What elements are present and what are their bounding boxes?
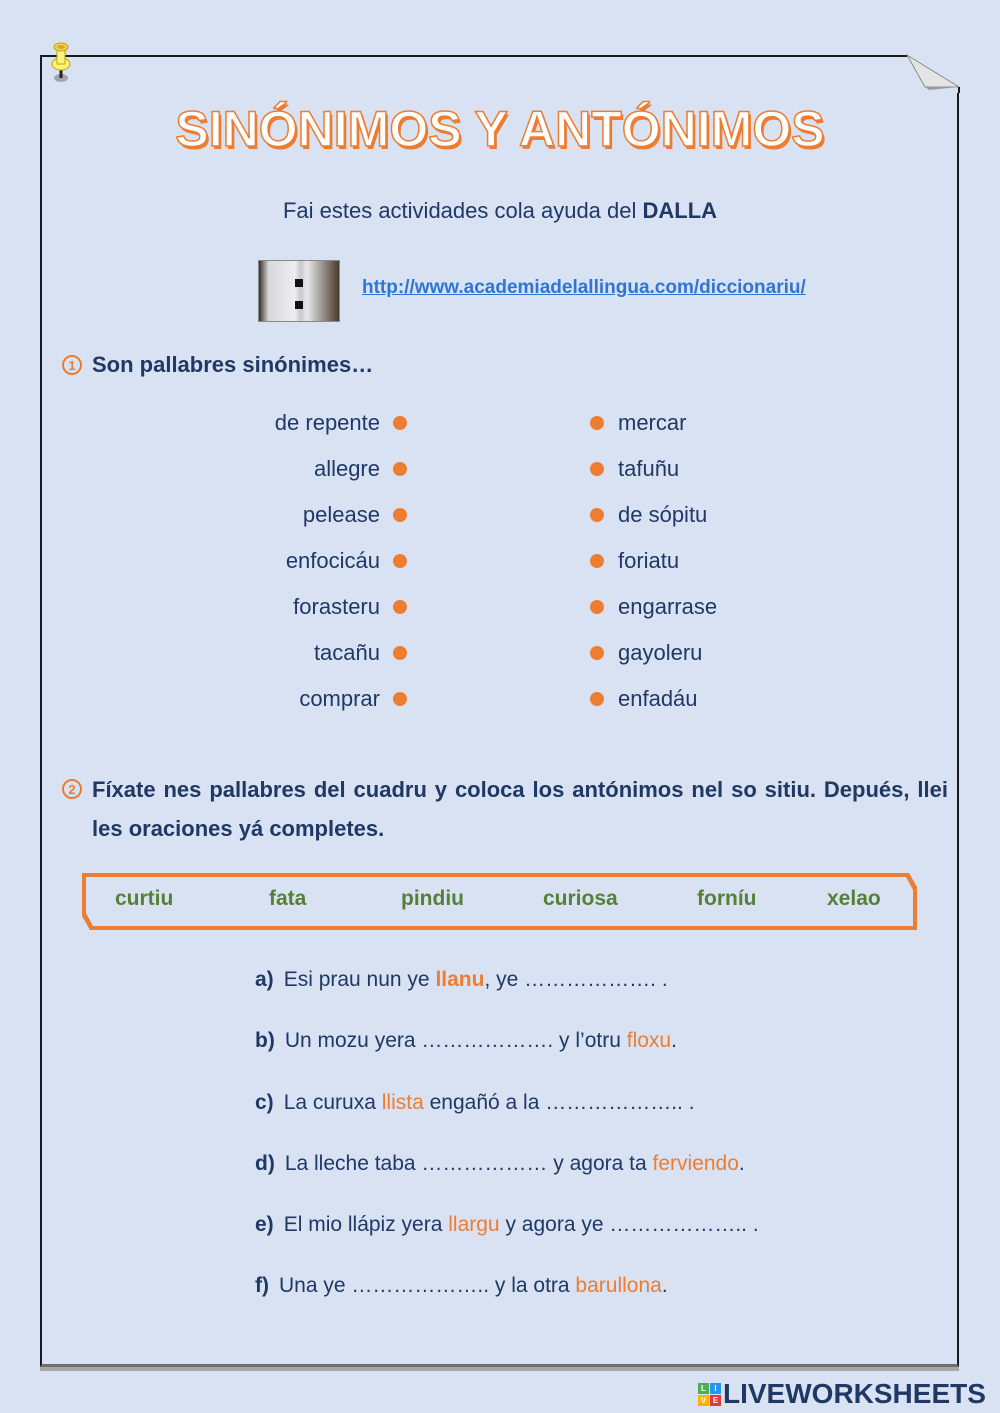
match-right-item[interactable]: enfadáu: [590, 676, 790, 722]
sentence-e: e) El mio llápiz yera llargu y agora ye ……………….. .: [255, 1213, 759, 1237]
match-dot-icon[interactable]: [393, 554, 407, 568]
word-bank-item: curiosa: [543, 887, 618, 910]
highlight-word: llista: [381, 1090, 424, 1114]
match-left-item[interactable]: enfocicáu: [190, 538, 380, 584]
match-right-item[interactable]: foriatu: [590, 538, 790, 584]
synonyms-left-column: [190, 400, 380, 722]
word-bank-item: curtiu: [115, 887, 174, 910]
subtitle-bold: DALLA: [642, 198, 718, 223]
match-dot-icon[interactable]: [590, 646, 604, 660]
word-bank-item: forníu: [697, 887, 757, 910]
match-left-item[interactable]: tacañu: [190, 630, 380, 676]
blank-field[interactable]: Una ye ……………….. y la otra: [279, 1274, 576, 1298]
match-dot-icon[interactable]: [393, 692, 407, 706]
match-left-item[interactable]: allegre: [190, 446, 380, 492]
match-left-item[interactable]: forasteru: [190, 584, 380, 630]
match-dot-icon[interactable]: [590, 554, 604, 568]
match-dot-icon[interactable]: [393, 508, 407, 522]
match-left-item[interactable]: comprar: [190, 676, 380, 722]
sentence-d: d) La lleche taba ……………… y agora ta ferviendo.: [255, 1151, 745, 1175]
section2-heading-text: Fíxate nes pallabres del cuadru y coloca los antónimos nel so sitiu. Depués, llei les oraciones yá completes.: [92, 777, 948, 841]
match-dot-icon[interactable]: [590, 600, 604, 614]
number-2-icon: 2: [62, 779, 82, 799]
match-dot-icon[interactable]: [393, 416, 407, 430]
match-dot-icon[interactable]: [590, 462, 604, 476]
match-dot-icon[interactable]: [590, 692, 604, 706]
dictionary-link[interactable]: http://www.academiadelallingua.com/diccionariu/: [362, 277, 806, 298]
synonyms-right-column: [590, 400, 790, 722]
word-bank-item: xelao: [827, 887, 881, 910]
section2-heading: [62, 770, 952, 848]
match-right-item[interactable]: mercar: [590, 400, 790, 446]
highlight-word: ferviendo: [652, 1151, 739, 1175]
blank-field[interactable]: La lleche taba ……………… y agora ta: [284, 1151, 653, 1175]
instructions-subtitle: [0, 198, 1000, 224]
sentence-f: f) Una ye ……………….. y la otra barullona.: [255, 1274, 668, 1298]
sentence-a: a) Esi prau nun ye llanu, ye ………………. .: [255, 968, 668, 991]
word-bank-box: [82, 873, 917, 930]
match-right-item[interactable]: tafuñu: [590, 446, 790, 492]
match-right-item[interactable]: gayoleru: [590, 630, 790, 676]
match-dot-icon[interactable]: [393, 646, 407, 660]
sentence-list: [255, 968, 759, 1336]
brand-text: LIVEWORKSHEETS: [723, 1378, 986, 1409]
highlight-word: floxu: [626, 1029, 672, 1053]
page-curl-icon: [905, 53, 965, 93]
match-dot-icon[interactable]: [590, 508, 604, 522]
section1-heading-text: Son pallabres sinónimes…: [92, 352, 374, 377]
live-logo-icon: L I V E: [698, 1383, 721, 1406]
section1-heading: [62, 352, 373, 378]
pushpin-icon: [46, 38, 76, 88]
page-title: SINÓNIMOS Y ANTÓNIMOS: [175, 101, 825, 157]
match-left-item[interactable]: de repente: [190, 400, 380, 446]
subtitle-text: Fai estes actividades cola ayuda del: [282, 198, 643, 223]
match-left-item[interactable]: pelease: [190, 492, 380, 538]
sentence-b: b) Un mozu yera ………………. y l’otru floxu.: [255, 1029, 677, 1053]
match-right-item[interactable]: de sópitu: [590, 492, 790, 538]
word-bank-item: pindiu: [401, 887, 464, 910]
highlight-word: barullona: [575, 1274, 662, 1298]
blank-field[interactable]: Un mozu yera ………………. y l’otru: [284, 1029, 627, 1053]
blank-field[interactable]: engañó a la ……………….. .: [423, 1090, 695, 1114]
dictionary-book-image: [258, 260, 340, 322]
blank-field[interactable]: y agora ye ……………….. .: [499, 1213, 759, 1237]
highlight-word: llanu: [435, 968, 485, 991]
match-right-item[interactable]: engarrase: [590, 584, 790, 630]
highlight-word: llargu: [448, 1213, 500, 1237]
blank-field[interactable]: , ye ………………. .: [484, 968, 668, 991]
number-1-icon: 1: [62, 355, 82, 375]
match-dot-icon[interactable]: [590, 416, 604, 430]
liveworksheets-logo: [698, 1378, 986, 1410]
match-dot-icon[interactable]: [393, 600, 407, 614]
word-bank-item: fata: [269, 887, 307, 910]
sentence-c: c) La curuxa llista engañó a la ……………….. .: [255, 1090, 695, 1114]
match-dot-icon[interactable]: [393, 462, 407, 476]
